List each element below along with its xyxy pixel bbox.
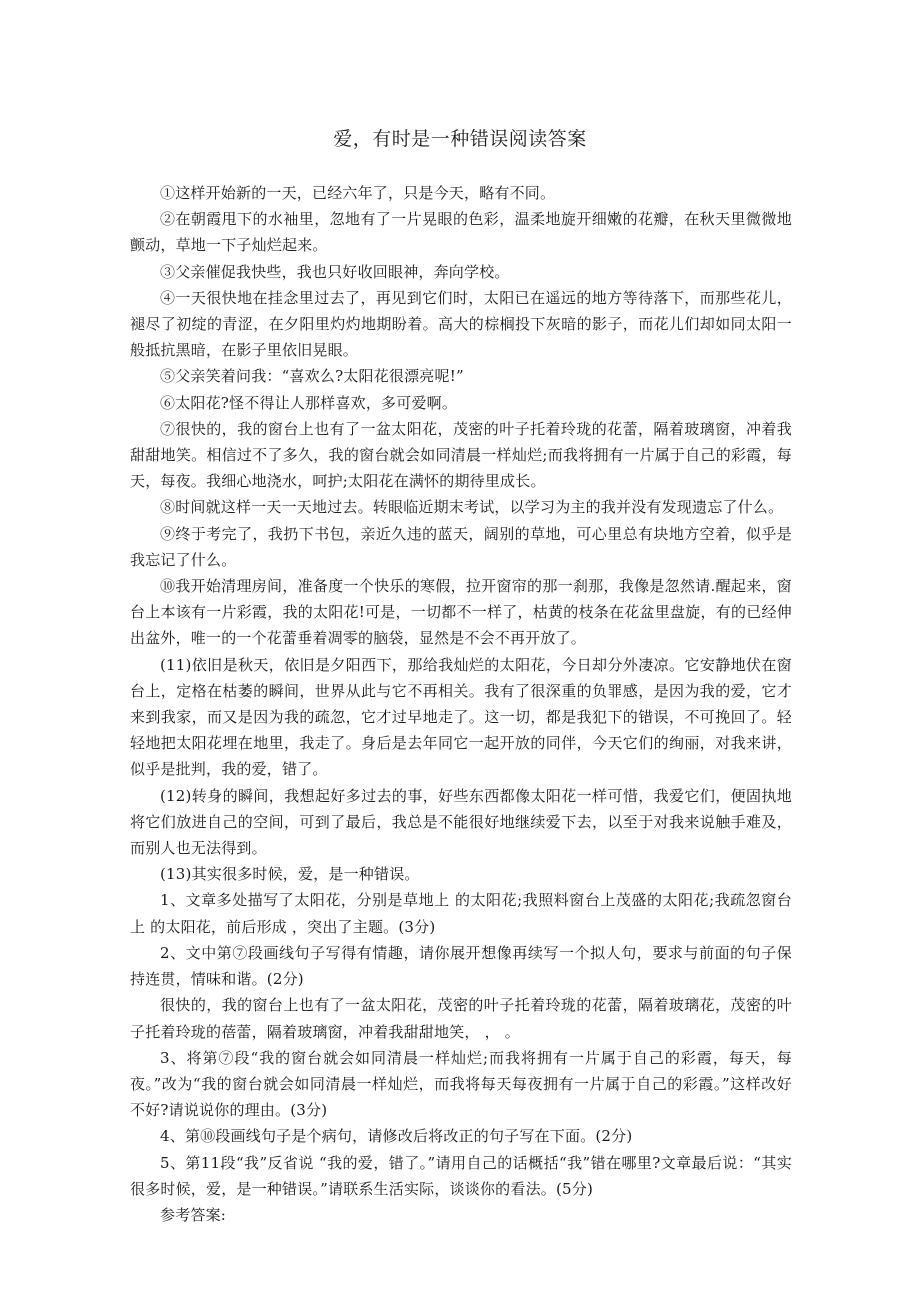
paragraph-11: (11)依旧是秋天，依旧是夕阳西下，那给我灿烂的太阳花，今日却分外凄凉。它安静地伏在窗台上，定格在枯萎的瞬间，世界从此与它不再相关。我有了很深重的负罪感，是因为我的爱，它才来到我家，而又是因为我的疏忽，它才过早地走了。这一切，都是我犯下的错误，不可挽回了。轻轻地把太阳花埋在地里，我走了。身后是去年同它一起开放的同伴，今天它们的绚丽，对我来讲，似乎是批判，我的爱，错了。 [130, 655, 792, 779]
question-4: 4、第⑩段画线句子是个病句，请修改后将改正的句子写在下面。(2分) [160, 1127, 633, 1146]
paragraph-6: ⑥太阳花?怪不得让人那样喜欢，多可爱啊。 [160, 393, 458, 412]
paragraph-9: ⑨终于考完了，我扔下书包，亲近久违的蓝天，阔别的草地，可心里总有块地方空着，似乎是我忘记了什么。 [130, 524, 792, 569]
question-2-sample: 很快的，我的窗台上也有了一盆太阳花，茂密的叶子托着玲珑的花蕾，隔着玻璃花，茂密的叶子托着玲珑的蓓蕾，隔着玻璃窗，冲着我甜甜地笑， ， 。 [130, 996, 792, 1041]
paragraph-1: ①这样开始新的一天，已经六年了，只是今天，略有不同。 [160, 184, 556, 202]
paragraph-10: ⑩我开始清理房间，准备度一个快乐的寒假，拉开窗帘的那一刹那，我像是忽然请.醒起来，窗台上本该有一片彩霞，我的太阳花!可是，一切都不一样了，枯黄的枝条在花盆里盘旋，有的已经伸出盆外，唯一的一个花蕾垂着凋零的脑袋，显然是不会不再开放了。 [130, 577, 792, 648]
document-body [130, 180, 792, 1228]
paragraph-13: (13)其实很多时候，爱，是一种错误。 [160, 865, 420, 884]
paragraph-5: ⑤父亲笑着问我：“喜欢么?太阳花很漂亮呢!” [160, 367, 464, 386]
question-2: 2、文中第⑦段画线句子写得有情趣，请你展开想像再续写一个拟人句，要求与前面的句子保持连贯，情味和谐。(2分) [130, 943, 792, 989]
question-3: 3、将第⑦段“我的窗台就会如同清晨一样灿烂;而我将拥有一片属于自己的彩霞，每天，每夜。”改为“我的窗台就会如同清晨一样灿烂，而我将每天每夜拥有一片属于自己的彩霞。”这样改好不好?请说说你的理由。(3分) [130, 1048, 792, 1120]
paragraph-3: ③父亲催促我快些，我也只好收回眼神，奔向学校。 [160, 262, 510, 281]
question-5: 5、第11段“我”反省说 “我的爱，错了。”请用自己的话概括“我”错在哪里?文章最后说：“其实很多时候，爱，是一种错误。”请联系生活实际，谈谈你的看法。(5分) [130, 1153, 792, 1198]
paragraph-12: (12)转身的瞬间，我想起好多过去的事，好些东西都像太阳花一样可惜，我爱它们，便固执地将它们放进自己的空间，可到了最后，我总是不能很好地继续爱下去，以至于对我来说触手难及，而别人也无法得到。 [130, 786, 792, 858]
paragraph-2: ②在朝霞甩下的水袖里，忽地有了一片晃眼的色彩，温柔地旋开细嫩的花瓣，在秋天里微微地颤动，草地一下子灿烂起来。 [130, 210, 792, 255]
paragraph-8: ⑧时间就这样一天一天地过去。转眼临近期末考试，以学习为主的我并没有发现遗忘了什么。 [160, 498, 784, 517]
question-1: 1、文章多处描写了太阳花，分别是草地上 的太阳花;我照料窗台上茂盛的太阳花;我疏忽窗台上 的太阳花，前后形成 ，突出了主题。(3分) [130, 891, 792, 936]
document-title: 爱，有时是一种错误阅读答案 [333, 128, 587, 150]
answer-heading: 参考答案: [160, 1205, 227, 1224]
paragraph-7: ⑦很快的，我的窗台上也有了一盆太阳花，茂密的叶子托着玲珑的花蕾，隔着玻璃窗，冲着我甜甜地笑。相信过不了多久，我的窗台就会如同清晨一样灿烂;而我将拥有一片属于自己的彩霞，每天，每夜。我细心地浇水，呵护;太阳花在满怀的期待里成长。 [130, 419, 792, 491]
paragraph-4: ④一天很快地在挂念里过去了，再见到它们时，太阳已在遥远的地方等待落下，而那些花儿，褪尽了初绽的青涩，在夕阳里灼灼地期盼着。高大的棕榈投下灰暗的影子，而花儿们却如同太阳一般抵抗黑暗，在影子里依旧晃眼。 [130, 288, 792, 360]
